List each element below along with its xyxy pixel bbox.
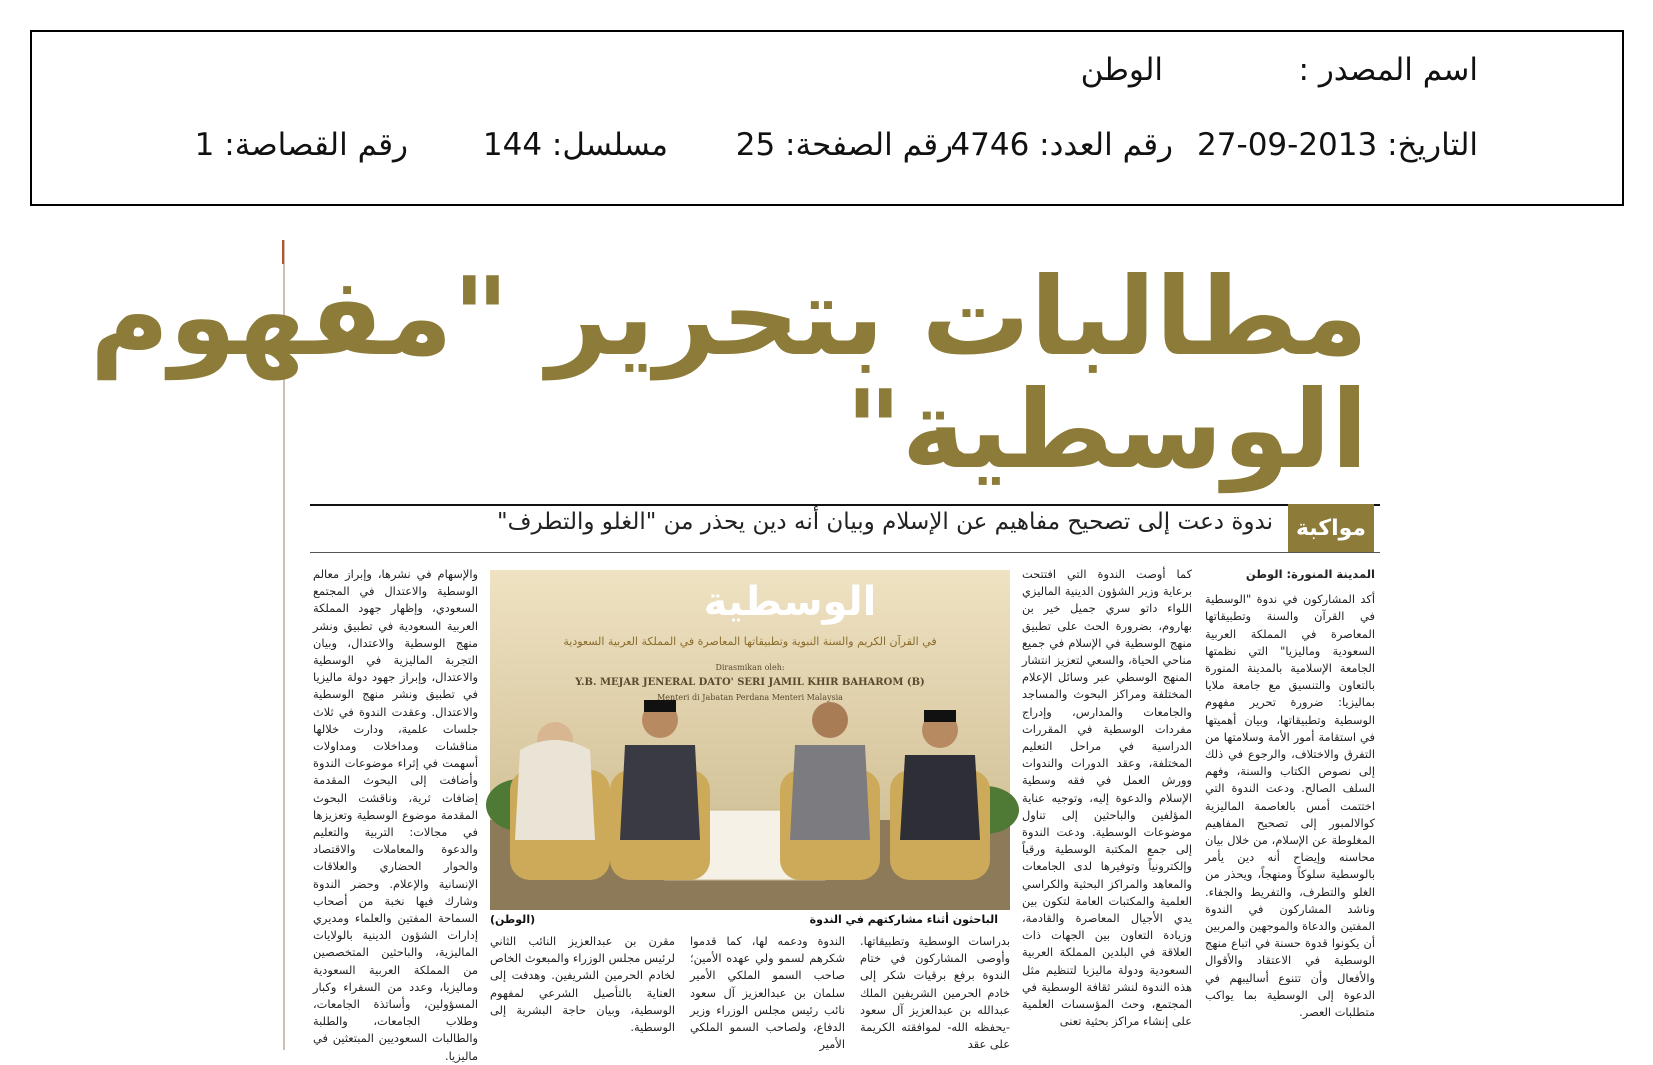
person-4-cap <box>924 710 956 722</box>
column-1-text: أكد المشاركون في ندوة "الوسطية في القرآن والسنة وتطبيقاتها المعاصرة في المملكة العربية السعودية وماليزيا" التي نظمتها الجامعة الإسلامية بالمدينة المنورة بالتعاون والتنسيق مع جامعة ملايا بماليزيا: ضرورة تحرير مفهوم الوسطية وتطبيقاتها، وبيان أهميتها في استقامة أمور الأمة وسلامتها من التفرق والاختلاف، والرجوع في ذلك إلى نصوص الكتاب والسنة، وفهم السلف الصالح. ودعت الندوة التي اختتمت أمس بالعاصمة الماليزية كوالالمبور إلى تصحيح المفاهيم المغلوطة عن الإسلام، من خلال بيان محاسنه وإيضاح أنه دين يأمر بالوسطية سلوكاً ومنهجاً، ويحذر من الغلو والتطرف، والتفريط والجفاء. وناشد المشاركون في الندوة المفتين والدعاة والموجهين والمربين أن يكونوا قدوة حسنة في اتباع منهج الوسطية في الاعتقاد والأقوال والأفعال وأن تتنوع أساليبهم في الدعوة إلى الوسطية بما يواكب متطلبات العصر. <box>1205 592 1375 1020</box>
banner-title: الوسطية <box>703 579 877 625</box>
article-column-3c: مقرن بن عبدالعزيز النائب الثاني لرئيس مجلس الوزراء والمبعوث الخاص لخادم الحرمين الشريفين. وهدفت إلى العناية بالتأصيل الشرعي لمفهوم الوسطية، وبيان حاجة البشرية إلى الوسطية. <box>490 934 675 1035</box>
subheadline: ندوة دعت إلى تصحيح مفاهيم عن الإسلام وبيان أنه دين يحذر من "الغلو والتطرف" <box>497 509 1273 535</box>
source-label: اسم المصدر : <box>1298 52 1478 88</box>
issue-number: رقم العدد: 4746 <box>950 127 1173 163</box>
page-number: رقم الصفحة: 25 <box>735 127 953 163</box>
banner-english-3: Menteri di Jabatan Perdana Menteri Malaysia <box>657 693 843 702</box>
article-column-3a: بدراسات الوسطية وتطبيقاتها. وأوصى المشاركون في ختام الندوة برفع برقيات شكر إلى خادم الحرمين الشريفين الملك عبدالله بن عبدالعزيز آل سعود -يحفظه الله- لموافقته الكريمة على عقد <box>860 934 1010 1052</box>
article-column-2: كما أوصت الندوة التي افتتحت برعاية وزير الشؤون الدينية الماليزي اللواء داتو سري جميل خير بن بهاروم، بضرورة الحث على تطبيق منهج الوسطية في الإسلام في جميع مناحي الحياة، والسعي لتعزيز انتشار المنهج الوسطي عبر وسائل الإعلام المختلفة ومراكز البحوث والمساجد والجامعات والمدارس، وإدراج مفردات الوسطية في المقررات الدراسية في مراحل التعليم المختلفة، وعقد الدورات والندوات وورش العمل في فقه وسطية الإسلام والدعوة إليه، وتوجيه عناية المؤلفين والباحثين إلى تناول موضوعات الوسطية. ودعت الندوة إلى جمع المكتبة الوسطية ورقياً وإلكترونياً وتوفيرها لدى الجامعات والمعاهد والمراكز البحثية والكراسي العلمية والمكتبات العامة لتكون بين يدي الأجيال المعاصرة والقادمة، وزيادة التعاون بين الجهات ذات العلاقة في البلدين المملكة العربية السعودية ودولة ماليزيا لتنظيم مثل هذه الندوة لنشر ثقافة الوسطية في المجتمع، وحث المؤسسات العلمية على إنشاء مراكز بحثية تعنى <box>1022 567 1192 1029</box>
dateline: المدينة المنورة: الوطن <box>1245 567 1375 581</box>
strap-top-rule <box>310 504 1380 506</box>
source-value: الوطن <box>1080 52 1163 88</box>
article-photo <box>490 570 1010 910</box>
person-3-body <box>790 745 870 840</box>
article-column-4: والإسهام في نشرها، وإبراز معالم الوسطية والاعتدال في المجتمع السعودي، وإظهار جهود المملكة العربية السعودية في تطبيق ونشر منهج الوسطية والاعتدال، وبيان التجربة الماليزية في الوسطية والاعتدال، وإبراز جهود دولة ماليزيا في تطبيق ونشر منهج الوسطية والاعتدال. وعقدت الندوة في ثلاث جلسات علمية، ودارت خلالها مناقشات ومداخلات ومداولات أسهمت في إثراء موضوعات الندوة وأضافت إلى البحوث المقدمة إضافات ثرية، وناقشت البحوث المقدمة موضوع الوسطية وتعزيزها في مجالات: التربية والتعليم والدعوة والمعاملات والاقتصاد والحوار الحضاري والعلاقات الإنسانية والإعلام. وحضر الندوة وشارك فيها نخبة من أصحاب السماحة المفتين والعلماء ومديري إدارات الشؤون الدينية بالولايات الماليزية، والباحثين المتخصصين من المملكة العربية السعودية وماليزيا، وعدد من السفراء وكبار المسؤولين، وأساتذة الجامعات، وطلاب الجامعات، والطلبة والطالبات السعوديين المبتعثين في ماليزيا. <box>313 567 478 1063</box>
serial-number: مسلسل: 144 <box>482 127 668 163</box>
person-3-head <box>812 702 848 738</box>
person-1-body <box>515 740 595 840</box>
section-badge: مواكبة <box>1288 504 1374 552</box>
photo-illustration <box>490 570 1010 910</box>
clip-number: رقم القصاصة: 1 <box>194 127 408 163</box>
banner-english-1: Dirasmikan oleh: <box>715 663 785 672</box>
banner-subtitle: في القرآن الكريم والسنة النبوية وتطبيقاتها المعاصرة في المملكة العربية السعودية <box>563 635 937 648</box>
person-4-body <box>900 755 980 840</box>
photo-credit: (الوطن) <box>490 913 536 926</box>
headline-line-1: مطالبات بتحرير "مفهوم <box>90 255 1368 380</box>
photo-caption: الباحثون أثناء مشاركتهم في الندوة <box>809 913 998 926</box>
article-column-1 <box>1205 566 1375 1036</box>
headline-line-2: الوسطية" <box>845 368 1368 493</box>
person-2-body <box>620 745 700 840</box>
date-field: التاريخ: 2013-09-27 <box>1197 127 1478 163</box>
article-column-3b: الندوة ودعمه لها، كما قدموا شكرهم لسمو ولي عهده الأمين؛ صاحب السمو الملكي الأمير سلمان بن عبدالعزيز آل سعود نائب رئيس مجلس الوزراء وزير الدفاع، ولصاحب السمو الملكي الأمير <box>690 934 845 1052</box>
banner-english-2: Y.B. MEJAR JENERAL DATO' SERI JAMIL KHIR BAHAROM (B) <box>575 677 925 688</box>
strap-bottom-rule <box>310 552 1380 553</box>
